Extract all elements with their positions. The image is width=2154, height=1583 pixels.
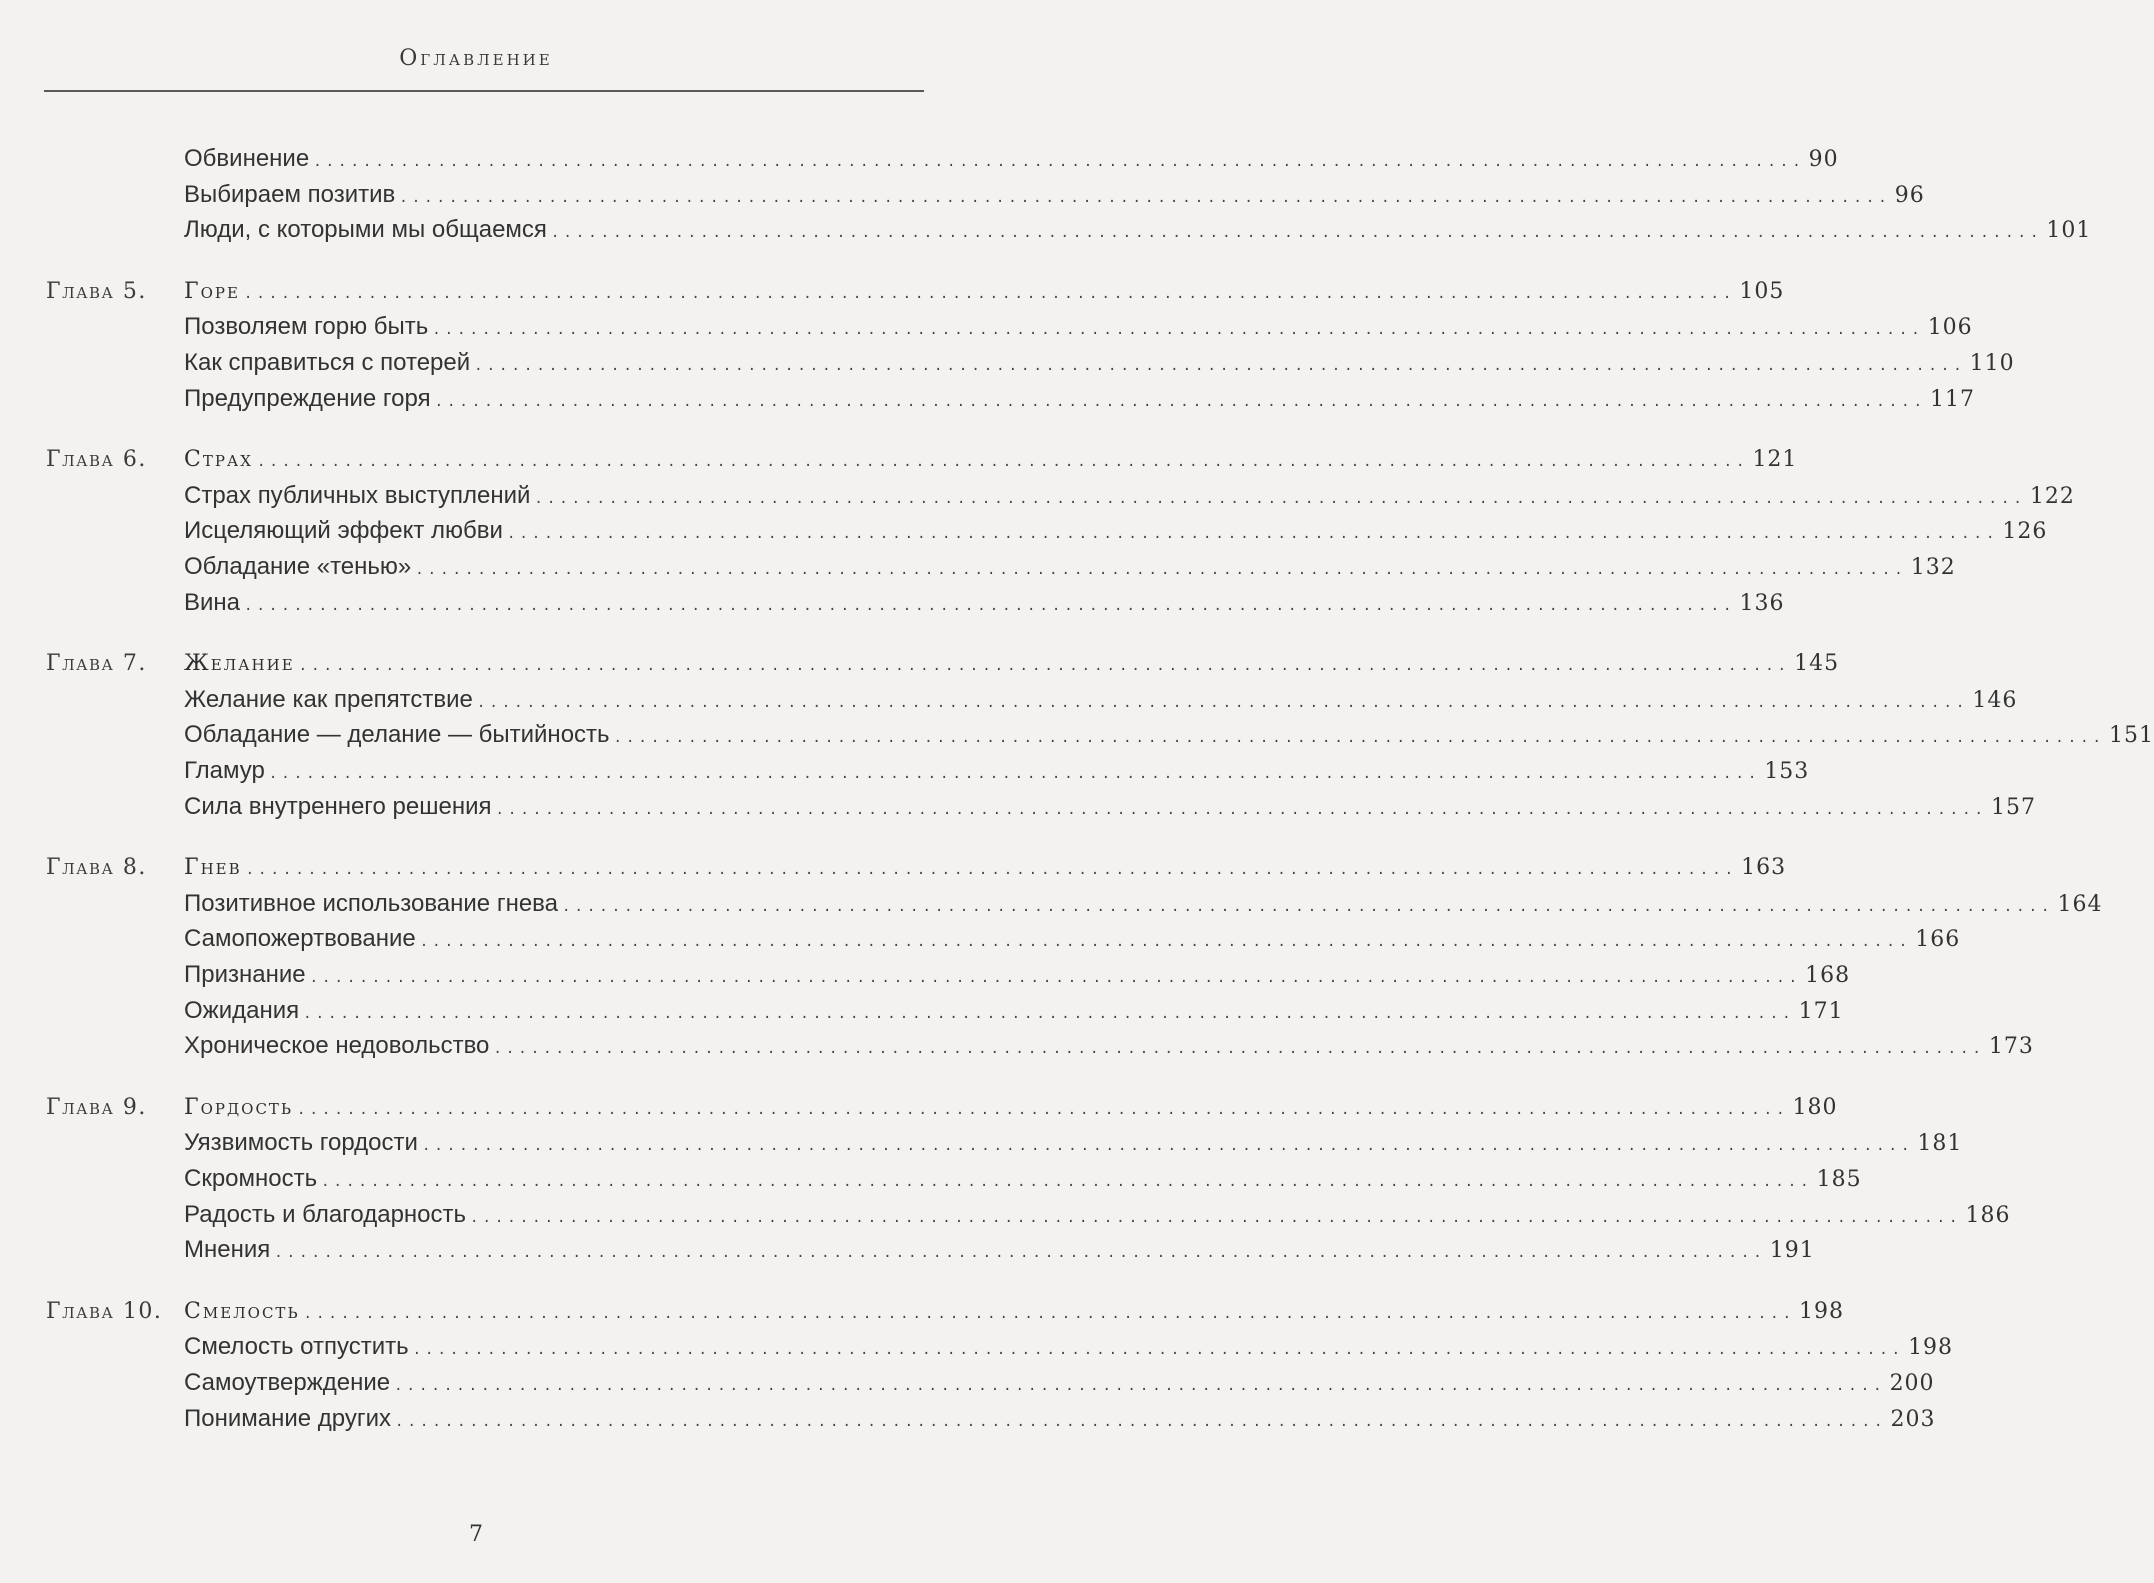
section-title: Выбираем позитив: [184, 180, 396, 208]
chapter-label: Глава 9.: [46, 1094, 147, 1120]
section-title: Уязвимость гордости: [184, 1129, 418, 1157]
toc-entry-row: [0, 479, 2075, 513]
toc-entry-row: [0, 683, 2018, 717]
section-title: Позитивное использование гнева: [184, 889, 559, 917]
dot-leader: ........................................................................................................................: [506, 526, 1999, 543]
section-title: Радость и благодарность: [184, 1200, 467, 1228]
dot-leader: ........................................................................................................................: [256, 454, 1749, 471]
page-reference: 168: [1805, 963, 1851, 988]
toc-entry-row: [0, 382, 1976, 416]
toc-entry-row: [0, 142, 1839, 176]
leader-line: [184, 382, 1976, 419]
toc-entry-row: [0, 718, 2154, 752]
dot-leader: ........................................................................................................................: [321, 1174, 1813, 1190]
page-reference: 90: [1808, 147, 1839, 172]
toc-entry-row: [0, 1029, 2034, 1063]
dot-leader: ........................................................................................................................: [421, 1138, 1914, 1155]
leader-line: [184, 514, 2048, 551]
page-reference: 191: [1769, 1238, 1815, 1264]
header-rule: [44, 90, 924, 92]
leader-line: [184, 586, 1785, 623]
leader-line: [184, 1091, 1838, 1127]
dot-leader: ........................................................................................................................: [470, 1209, 1962, 1226]
page-reference: 166: [1915, 927, 1961, 953]
chapter-title: Страх: [184, 447, 253, 473]
chapter-title: Горе: [184, 278, 240, 304]
page-reference: 117: [1930, 386, 1976, 412]
dot-leader: ........................................................................................................................: [298, 658, 1791, 675]
leader-line: [184, 1029, 2034, 1066]
toc-entry-row: [0, 754, 1810, 788]
leader-line: [184, 922, 1961, 959]
leader-line: [184, 790, 2036, 827]
section-title: Гламур: [184, 757, 265, 784]
toc-entry-row: [0, 887, 2103, 921]
dot-leader: ........................................................................................................................: [474, 358, 1966, 374]
page-reference: 163: [1741, 855, 1787, 881]
page-reference: 203: [1890, 1406, 1936, 1432]
page-number: 7: [469, 1522, 483, 1547]
toc-entry-row: [0, 790, 2036, 824]
leader-line: [184, 754, 1810, 791]
dot-leader: ........................................................................................................................: [434, 393, 1927, 410]
page-reference: 132: [1910, 555, 1956, 580]
toc-entry-row: [0, 1402, 1936, 1436]
toc-entry-row: [0, 1233, 1815, 1267]
section-title: Исцеляющий эффект любви: [184, 517, 503, 545]
chapter-title: Желание: [184, 651, 295, 677]
page-reference: 110: [1969, 351, 2015, 376]
leader-line: [184, 1198, 2011, 1235]
dot-leader: ........................................................................................................................: [309, 970, 1802, 986]
toc-entry-row: [0, 550, 1956, 584]
toc-entry-row: [0, 1162, 1862, 1196]
dot-leader: ........................................................................................................................: [297, 1101, 1789, 1118]
toc-entry-row: [0, 1366, 1935, 1400]
section-title: Смелость отпустить: [184, 1333, 409, 1361]
page-reference: 171: [1798, 998, 1844, 1024]
chapter-title: Гнев: [184, 855, 242, 881]
leader-line: [184, 550, 1956, 587]
toc-entry-row: [0, 1126, 1963, 1160]
page-reference: 157: [1990, 794, 2036, 820]
page-reference: 164: [2057, 891, 2103, 917]
dot-leader: ........................................................................................................................: [245, 862, 1738, 879]
section-title: Обладание — делание — бытийность: [184, 721, 610, 749]
page-reference: 181: [1917, 1131, 1963, 1157]
toc-entry-row: [0, 178, 1925, 212]
page-reference: 145: [1794, 651, 1840, 677]
section-title: Как справиться с потерей: [184, 349, 471, 376]
page-reference: 146: [1972, 687, 2018, 713]
section-title: Обвинение: [184, 145, 310, 172]
dot-leader: ........................................................................................................................: [394, 1378, 1886, 1394]
page-reference: 101: [2046, 218, 2092, 244]
toc-chapter-row: [0, 647, 1840, 681]
page-reference: 198: [1799, 1298, 1844, 1324]
leader-line: [184, 1366, 1935, 1403]
leader-line: [184, 683, 2018, 720]
chapter-label: Глава 8.: [46, 855, 147, 881]
toc-entry-row: [0, 213, 2092, 247]
section-title: Вина: [184, 588, 241, 616]
toc-chapter-row: [0, 275, 1785, 309]
section-title: Скромность: [184, 1165, 318, 1192]
dot-leader: ........................................................................................................................: [395, 1413, 1887, 1430]
leader-line: [184, 275, 1785, 311]
dot-leader: ........................................................................................................................: [303, 1005, 1795, 1022]
chapter-label: Глава 5.: [46, 278, 147, 304]
dot-leader: ........................................................................................................................: [268, 766, 1761, 782]
leader-line: [184, 443, 1798, 479]
dot-leader: ........................................................................................................................: [476, 694, 1969, 711]
leader-line: [184, 887, 2103, 924]
dot-leader: ........................................................................................................................: [432, 322, 1924, 339]
page-reference: 105: [1739, 278, 1785, 304]
page-reference: 122: [2029, 483, 2075, 509]
page-reference: 121: [1752, 447, 1798, 473]
section-title: Ожидания: [184, 996, 300, 1024]
leader-line: [184, 1233, 1815, 1270]
page-reference: 173: [1988, 1034, 2034, 1060]
chapter-title: Гордость: [184, 1094, 294, 1120]
page-reference: 106: [1927, 315, 1973, 341]
leader-line: [184, 142, 1839, 179]
section-title: Признание: [184, 961, 306, 988]
running-head: Оглавление: [399, 46, 553, 71]
section-title: Хроническое недовольство: [184, 1032, 490, 1060]
chapter-title: Смелость: [184, 1298, 300, 1324]
toc-entry-row: [0, 994, 1844, 1028]
leader-line: [184, 851, 1787, 887]
section-title: Сила внутреннего решения: [184, 792, 492, 820]
leader-line: [184, 310, 1973, 347]
dot-leader: ........................................................................................................................: [274, 1245, 1766, 1262]
leader-line: [184, 479, 2075, 516]
dot-leader: ........................................................................................................................: [243, 285, 1736, 302]
toc-entry-row: [0, 958, 1851, 992]
leader-line: [184, 647, 1840, 683]
section-title: Понимание других: [184, 1404, 392, 1432]
dot-leader: ........................................................................................................................: [303, 1305, 1795, 1322]
section-title: Желание как препятствие: [184, 685, 473, 713]
leader-line: [184, 1162, 1862, 1199]
leader-line: [184, 958, 1851, 995]
toc-entry-row: [0, 310, 1973, 344]
toc-entry-row: [0, 1330, 1954, 1364]
page-reference: 136: [1739, 590, 1785, 616]
page-reference: 96: [1894, 182, 1925, 208]
dot-leader: ........................................................................................................................: [415, 562, 1907, 578]
chapter-label: Глава 7.: [46, 651, 147, 677]
section-title: Самоутверждение: [184, 1369, 391, 1396]
page-reference: 153: [1764, 759, 1810, 784]
leader-line: [184, 1295, 1844, 1331]
toc-entry-row: [0, 514, 2048, 548]
dot-leader: ........................................................................................................................: [313, 154, 1805, 170]
dot-leader: ........................................................................................................................: [495, 801, 1987, 818]
section-title: Предупреждение горя: [184, 384, 431, 412]
leader-line: [184, 1402, 1936, 1439]
dot-leader: ........................................................................................................................: [399, 189, 1891, 206]
dot-leader: ........................................................................................................................: [244, 597, 1736, 614]
page-reference: 186: [1965, 1202, 2011, 1228]
toc-chapter-row: [0, 851, 1787, 885]
toc-chapter-row: [0, 443, 1798, 477]
page-reference: 151: [2108, 723, 2154, 749]
toc-entry-row: [0, 922, 1961, 956]
dot-leader: ........................................................................................................................: [493, 1041, 1985, 1058]
section-title: Обладание «тенью»: [184, 553, 412, 580]
page-reference: 198: [1908, 1335, 1954, 1361]
section-title: Позволяем горю быть: [184, 313, 429, 341]
dot-leader: ........................................................................................................................: [562, 898, 2054, 915]
chapter-label: Глава 10.: [46, 1298, 163, 1324]
section-title: Люди, с которыми мы общаемся: [184, 216, 547, 244]
leader-line: [184, 1330, 1954, 1367]
dot-leader: ........................................................................................................................: [419, 934, 1912, 951]
page-reference: 126: [2002, 519, 2048, 545]
toc-chapter-row: [0, 1091, 1838, 1125]
page-reference: 185: [1816, 1167, 1862, 1192]
toc-entry-row: [0, 1198, 2011, 1232]
toc-entry-row: [0, 346, 2015, 380]
leader-line: [184, 213, 2092, 250]
dot-leader: ........................................................................................................................: [613, 730, 2105, 747]
leader-line: [184, 718, 2154, 755]
section-title: Самопожертвование: [184, 925, 416, 953]
page-reference: 200: [1889, 1371, 1935, 1396]
page-reference: 180: [1792, 1094, 1838, 1120]
leader-line: [184, 994, 1844, 1031]
dot-leader: ........................................................................................................................: [550, 225, 2043, 242]
leader-line: [184, 1126, 1963, 1163]
chapter-label: Глава 6.: [46, 447, 147, 473]
toc-chapter-row: [0, 1295, 1844, 1329]
dot-leader: ........................................................................................................................: [412, 1342, 1905, 1359]
dot-leader: ........................................................................................................................: [534, 490, 2026, 507]
leader-line: [184, 178, 1925, 215]
section-title: Страх публичных выступлений: [184, 481, 531, 509]
toc-entry-row: [0, 586, 1785, 620]
leader-line: [184, 346, 2015, 383]
section-title: Мнения: [184, 1236, 271, 1264]
